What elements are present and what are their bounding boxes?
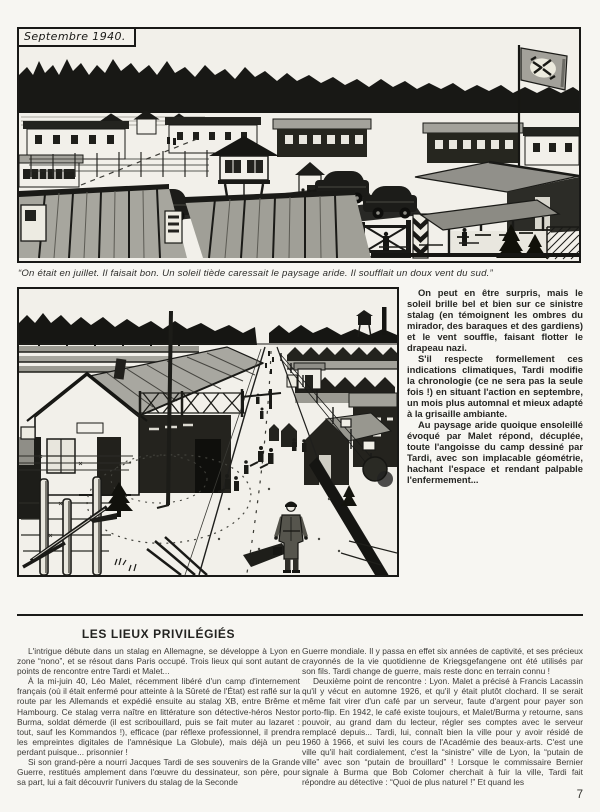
commentary-paragraph: S'il respecte formellement ces indications climatiques, Tardi modifie la chronologie (ce ne sera pas la seule fois !) en situant l'action en septembre, un mois plus automnal et mieux adapté à la grisaille ambiante.: [407, 353, 583, 419]
commentary-paragraph: On peut en être surpris, mais le soleil brille bel et bien sur ce sinistre stalag (en témoignent les ombres du mirador, des baraques et des gardiens) et le vent souffle, faisant flotter le drapeau nazi.: [407, 287, 583, 353]
page-number: 7: [576, 789, 583, 801]
panel1-illustration: [19, 29, 579, 261]
article-column-left: [17, 646, 300, 787]
article-paragraph: Si son grand-père a nourri Jacques Tardi de ses souvenirs de la Grande Guerre, restitués amplement dans l'œuvre du dessinateur, son père, pour sa part, lui a fait découvrir l'univers du stalag de la Seconde: [17, 757, 300, 788]
article-column-right: [302, 646, 583, 787]
article-paragraph: Guerre mondiale. Il y passa en effet six années de captivité, et ses précieux crayonnés de la vie quotidienne de Kriegsgefangene ont été utilisés par son fils. Tardi change de guerre, mais reste donc en terrain connu !: [302, 646, 583, 677]
section-divider: [17, 614, 583, 616]
comic-panel-camp-overview: [17, 27, 581, 263]
commentary-paragraph: Au paysage aride quoique ensoleillé évoqué par Malet répond, décuplée, toute l'angoisse du camp dessiné par Tardi, avec son implacable géométrie, hachant l'espace et rendant palpable l'enfermement...: [407, 419, 583, 485]
panel-caption: “On était en juillet. Il faisait bon. Un soleil tiède caressait le paysage aride. Il soufflait un doux vent du sud.”: [18, 268, 493, 279]
article-paragraph: L'intrigue débute dans un stalag en Allemagne, se développe à Lyon en zone “nono”, et se résout dans Paris occupé. Trois lieux qui sont autant de points de rencontre entre Tardi et Malet...: [17, 646, 300, 677]
date-caption-text: Septembre 1940.: [24, 30, 126, 43]
panel2-illustration: [19, 289, 397, 575]
article-paragraph: À la mi-juin 40, Léo Malet, récemment libéré d'un camp d'internement français (où il était enfermé pour atteinte à la Sûreté de l'État) est raflé sur la route par les Allemands et expédié ensuite au stalag XB, entre Brême et Hambourg. Ce stalag verra naître en littérature son détective-héros Nestor Burma, soldat démerde (il est scribouillard, puis se fait muter au lazaret : tout, sauf les Kommandos !), efficace (par réflexe professionnel, il prendra les empreintes digitales de l'amnésique La Globule), mais déjà un peu perdant puisque... prisonnier !: [17, 676, 300, 757]
commentary-column: [407, 287, 583, 485]
striped-barrier-post: [413, 214, 428, 258]
date-caption-box: [17, 27, 136, 47]
left-shed: [19, 427, 41, 519]
comic-panel-camp-road: [17, 287, 399, 577]
article-heading: LES LIEUX PRIVILÉGIÉS: [81, 627, 236, 641]
article-paragraph: Deuxième point de rencontre : Lyon. Malet a précisé à Francis Lacassin qu'il y vécut en automne 1926, et qu'il y était plutôt clochard. Il se serait même fait virer d'un café par un serveur, faute d'argent pour payer son porto-flip. En 1942, le café existe toujours, et Malet/Burma y retourne, sans pouvoir, au grand dam du lecteur, régler ses comptes avec le serveur remplacé depuis... Tardi, lui, connaît bien la ville pour y avoir résidé de 1960 à 1966, et suivi les cours de l'Académie des beaux-arts. C'est une ville qu'il hait cordialement, c'est la “sinistre” ville de Lyon, la “putain de ville” avec son “putain de brouillard” ! Lorsque le commissaire Bernier signale à Burma que Bob Colomer cherchait à fuir la ville, Tardi fait répondre au détective : “Quoi de plus naturel !” Et quand les: [302, 676, 583, 788]
